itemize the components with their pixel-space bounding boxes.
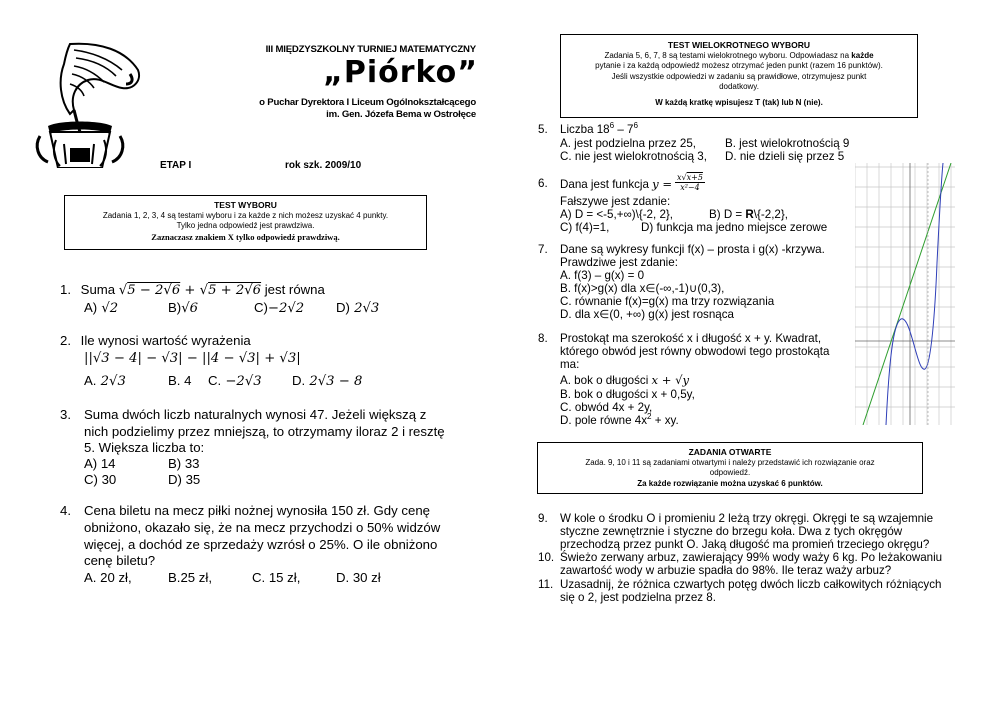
test-wielokrotnego-line-4: dodatkowy. [719, 82, 759, 91]
q4-option-c[interactable]: C. 15 zł, [252, 570, 301, 585]
q8-option-b[interactable]: B. bok o długości x + 0,5y, [560, 388, 695, 401]
question-4 [60, 503, 430, 518]
competition-name: „Piórko” [323, 55, 478, 90]
test-wielokrotnego-line-5: W każdą kratkę wpisujesz T (tak) lub N (nie). [655, 97, 823, 107]
q1-option-b[interactable]: B)√6 [168, 300, 198, 316]
q9-line-2: styczne zewnętrznie i styczne do brzegu koła. Dwa z tych okręgów [560, 525, 903, 538]
question-8 [538, 332, 822, 346]
q5-text: Liczba $18^6 - 7^6$ [560, 121, 639, 136]
q4-line-2: obniżono, okazało się, że na mecz przychodzi o 50% widzów [84, 520, 441, 535]
test-wielokrotnego-line-3: Jeśli wszystkie odpowiedzi w zadaniu są prawidłowe, otrzymujesz punkt [611, 71, 867, 81]
question-9 [538, 512, 934, 526]
q7-line-1: Dane są wykresy funkcji f(x) – prosta i g(x) -krzywa. [560, 243, 825, 256]
q7-option-d[interactable]: D. dla x∈(0, +∞) g(x) jest rosnąca [560, 308, 734, 321]
q1-option-c[interactable]: C)−2√2 [254, 300, 305, 316]
zadania-otwarte-line-2: odpowiedź. [709, 468, 751, 477]
question-3 [60, 407, 427, 422]
q10-line-1: Świeżo zerwany arbuz, zawierający 99% wody waży 6 kg. Po leżakowaniu [560, 551, 943, 564]
zadania-otwarte-box [537, 442, 923, 494]
q5-option-d[interactable]: D. nie dzieli się przez 5 [725, 150, 845, 163]
q2-text: Ile wynosi wartość wyrażenia [80, 333, 251, 348]
q4-number: 4. [60, 503, 71, 518]
q8-option-c[interactable]: C. obwód 4x + 2y, [560, 401, 653, 414]
q2-option-d[interactable]: D. 2√3 − 8 [292, 373, 363, 389]
q7-number: 7. [538, 243, 548, 256]
tournament-title: III MIĘDZYSZKOLNY TURNIEJ MATEMATYCZNY [265, 44, 476, 55]
q8-line-3: ma: [560, 358, 580, 371]
function-graph [855, 163, 955, 425]
zadania-otwarte-line-3: Za każde rozwiązanie można uzyskać 6 punktów. [637, 478, 823, 488]
test-wielokrotnego-line-2: pytanie i za każdą odpowiedź możesz otrzymać jeden punkt (razem 16 punktów). [595, 61, 883, 70]
q1-formula: √5 − 2√6 + √5 + 2√6 [118, 283, 262, 298]
q7-option-c[interactable]: C. równanie f(x)=g(x) ma trzy rozwiązania [560, 295, 775, 308]
q11-number: 11. [538, 578, 554, 591]
q10-number: 10. [538, 551, 555, 564]
q4-line-1: Cena biletu na mecz piłki nożnej wynosiła 150 zł. Gdy cenę [84, 503, 430, 518]
question-10 [538, 551, 943, 565]
q7-option-a[interactable]: A. f(3) – g(x) = 0 [560, 269, 645, 282]
question-5 [538, 121, 639, 137]
q4-option-a[interactable]: A. 20 zł, [84, 570, 132, 585]
q4-line-3: więcej, a dochód ze sprzedaży wzrósł o 25%. O ile obniżono [84, 537, 438, 552]
q11-line-2: się o 2, jest podzielna przez 8. [560, 591, 716, 604]
question-6 [538, 177, 673, 191]
q8-option-a[interactable]: A. bok o długości x + √y [560, 373, 690, 387]
q2-option-b[interactable]: B. 4 [168, 373, 192, 388]
q4-line-4: cenę biletu? [84, 553, 156, 568]
line-f [863, 163, 951, 425]
test-wyboru-line-1: Zadania 1, 2, 3, 4 są testami wyboru i za każde z nich możesz uzyskać 4 punkty. [102, 210, 389, 220]
q5-number: 5. [538, 123, 548, 136]
q3-line-3: 5. Większa liczba to: [84, 440, 205, 455]
q1-option-d[interactable]: D) 2√3 [336, 300, 380, 316]
stage-label: ETAP I [160, 160, 192, 171]
q1-text-end: jest równa [264, 282, 325, 297]
q1-options: A) √2 B)√6 C)−2√2 D) 2√3 [84, 300, 380, 316]
q3-number: 3. [60, 407, 71, 422]
q5-option-c[interactable]: C. nie jest wielokrotnością 3, [560, 150, 707, 163]
q6-option-b[interactable]: B) D = R\{-2,2}, [709, 208, 788, 221]
q3-option-d[interactable]: D) 35 [168, 472, 201, 487]
q4-option-d[interactable]: D. 30 zł [336, 570, 381, 585]
q5-option-a[interactable]: A. jest podzielna przez 25, [560, 137, 696, 150]
q3-option-c[interactable]: C) 30 [84, 472, 117, 487]
school-year: rok szk. 2009/10 [285, 160, 362, 171]
test-wielokrotnego-title: TEST WIELOKROTNEGO WYBORU [667, 40, 811, 50]
q8-line-2: którego obwód jest równy obwodowi tego prostokąta [560, 345, 830, 358]
test-wyboru-line-3: Zaznaczasz znakiem X tylko odpowiedź prawdziwą. [151, 231, 340, 242]
q6-formula: x√x+5 x²−4 [677, 173, 703, 192]
q6-option-c[interactable]: C) f(4)=1, [560, 221, 610, 234]
cup-line-2: im. Gen. Józefa Bema w Ostrołęce [326, 109, 476, 120]
q6-number: 6. [538, 177, 548, 190]
q1-number: 1. [60, 282, 71, 297]
q1-option-a[interactable]: A) [84, 300, 98, 315]
q7-line-2: Prawdziwe jest zdanie: [560, 256, 678, 269]
q6-line-1: Fałszywe jest zdanie: [560, 195, 671, 208]
q3-line-2: nich podzielimy przez mniejszą, to otrzymamy iloraz 2 i resztę [84, 424, 445, 439]
cup-line-1: o Puchar Dyrektora I Liceum Ogólnokształcącego [259, 97, 476, 108]
q2-number: 2. [60, 333, 71, 348]
question-11 [538, 578, 942, 592]
q2-option-c[interactable]: C. −2√3 [208, 373, 262, 389]
q9-line-3: przechodzą przez punkt O. Jaką długość ma promień trzeciego okręgu? [560, 538, 930, 551]
quill-logo [30, 40, 150, 168]
q3-option-a[interactable]: A) 14 [84, 456, 116, 471]
q6-option-d[interactable]: D) funkcja ma jedno miejsce zerowe [641, 221, 828, 234]
q2-options [84, 373, 363, 389]
q5-option-b[interactable]: B. jest wielokrotnością 9 [725, 137, 850, 150]
q6-text: Dana jest funkcja y = [560, 177, 673, 191]
q11-line-1: Uzasadnij, że różnica czwartych potęg dwóch liczb całkowitych różniących [560, 578, 942, 591]
q3-line-1: Suma dwóch liczb naturalnych wynosi 47. Jeżeli większą z [84, 407, 427, 422]
test-wielokrotnego-box [560, 34, 918, 118]
test-wielokrotnego-line-1: Zadania 5, 6, 7, 8 są testami wielokrotnego wyboru. Odpowiadasz na każde [604, 50, 874, 60]
question-7 [538, 243, 825, 257]
q9-number: 9. [538, 512, 548, 525]
q3-option-b[interactable]: B) 33 [168, 456, 200, 471]
zadania-otwarte-line-1: Zada. 9, 10 i 11 są zadaniami otwartymi i należy przedstawić ich rozwiązanie oraz [585, 457, 875, 467]
q10-line-2: zawartość wody w arbuzie spadła do 98%. Ile teraz waży arbuz? [560, 564, 892, 577]
q8-number: 8. [538, 332, 548, 345]
test-wyboru-line-2: Tylko jedna odpowiedź jest prawdziwa. [176, 221, 315, 230]
q1-text: Suma [80, 282, 116, 297]
q8-line-1: Prostokąt ma szerokość x i długość x + y. Kwadrat, [560, 332, 822, 345]
q2-option-a[interactable]: A. 2√3 [84, 373, 126, 389]
q8-option-d[interactable]: D. pole równe $4x^2$ + xy. [560, 412, 679, 427]
test-wyboru-title: TEST WYBORU [214, 200, 277, 210]
test-wyboru-box [64, 195, 427, 250]
question-1 [60, 282, 325, 298]
q9-line-1: W kole o środku O i promieniu 2 leżą trzy okręgi. Okręgi te są wzajemnie [560, 512, 934, 525]
curve-g [886, 163, 943, 425]
zadania-otwarte-title: ZADANIA OTWARTE [688, 447, 772, 457]
q7-option-b[interactable]: B. f(x)>g(x) dla x∈(-∞,-1)∪(0,3), [560, 282, 725, 295]
q6-option-a[interactable]: A) D = <-5,+∞)\{-2, 2}, [560, 208, 673, 221]
q2-formula: ||√3 − 4| − √3| − ||4 − √3| + √3| [84, 351, 301, 366]
question-2 [60, 333, 251, 348]
q4-option-b[interactable]: B.25 zł, [168, 570, 212, 585]
